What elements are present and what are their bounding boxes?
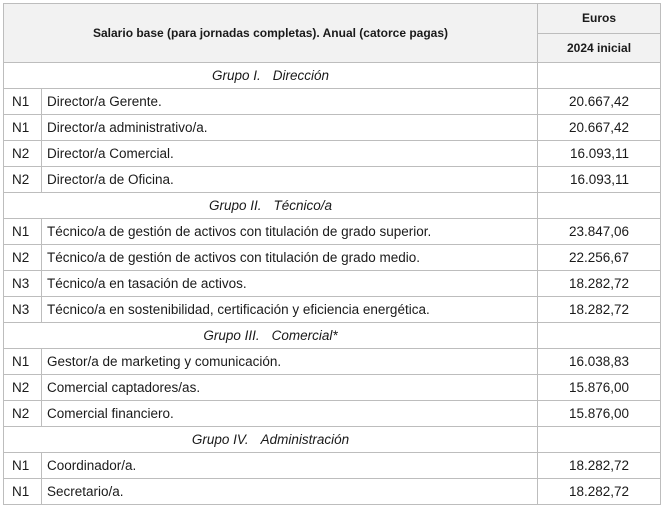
amount-cell: 23.847,06 <box>538 219 661 245</box>
table-row <box>4 115 661 141</box>
amount-cell: 20.667,42 <box>538 115 661 141</box>
group-row <box>4 427 661 453</box>
level-cell: N2 <box>4 375 42 401</box>
level-cell: N1 <box>4 479 42 505</box>
level-cell: N2 <box>4 245 42 271</box>
amount-cell: 18.282,72 <box>538 271 661 297</box>
group-area: Técnico/a <box>273 198 333 213</box>
table-row <box>4 297 661 323</box>
position-cell: Director/a Comercial. <box>42 141 538 167</box>
table-title: Salario base (para jornadas completas). Anual (catorce pagas) <box>4 4 538 63</box>
amount-cell: 18.282,72 <box>538 453 661 479</box>
group-amount-empty-cell <box>538 193 661 219</box>
salary-table <box>3 3 661 505</box>
period-header: 2024 inicial <box>538 33 661 63</box>
position-cell: Secretario/a. <box>42 479 538 505</box>
level-cell: N1 <box>4 349 42 375</box>
group-title <box>4 427 538 453</box>
group-row <box>4 193 661 219</box>
amount-cell: 16.093,11 <box>538 141 661 167</box>
table-row <box>4 349 661 375</box>
group-area: Comercial* <box>271 328 338 343</box>
table-row <box>4 89 661 115</box>
level-cell: N1 <box>4 219 42 245</box>
position-cell: Técnico/a de gestión de activos con titulación de grado medio. <box>42 245 538 271</box>
group-name: Grupo III. <box>203 328 260 343</box>
group-name: Grupo I. <box>211 68 261 83</box>
group-row <box>4 63 661 89</box>
level-cell: N1 <box>4 89 42 115</box>
unit-header: Euros <box>538 4 661 34</box>
level-cell: N1 <box>4 453 42 479</box>
level-cell: N2 <box>4 141 42 167</box>
group-title <box>4 193 538 219</box>
table-row <box>4 219 661 245</box>
amount-cell: 15.876,00 <box>538 375 661 401</box>
group-name: Grupo IV. <box>191 432 249 447</box>
table-row <box>4 141 661 167</box>
position-cell: Técnico/a en sostenibilidad, certificación y eficiencia energética. <box>42 297 538 323</box>
table-row <box>4 245 661 271</box>
table-body <box>4 63 661 505</box>
level-cell: N3 <box>4 297 42 323</box>
amount-cell: 15.876,00 <box>538 401 661 427</box>
amount-cell: 18.282,72 <box>538 479 661 505</box>
level-cell: N2 <box>4 401 42 427</box>
table-row <box>4 401 661 427</box>
position-cell: Técnico/a de gestión de activos con titulación de grado superior. <box>42 219 538 245</box>
table-row <box>4 271 661 297</box>
position-cell: Comercial financiero. <box>42 401 538 427</box>
position-cell: Coordinador/a. <box>42 453 538 479</box>
group-title <box>4 63 538 89</box>
group-area: Administración <box>260 432 350 447</box>
amount-cell: 22.256,67 <box>538 245 661 271</box>
table-row <box>4 453 661 479</box>
position-cell: Gestor/a de marketing y comunicación. <box>42 349 538 375</box>
position-cell: Técnico/a en tasación de activos. <box>42 271 538 297</box>
amount-cell: 18.282,72 <box>538 297 661 323</box>
amount-cell: 20.667,42 <box>538 89 661 115</box>
group-area: Dirección <box>272 68 330 83</box>
group-amount-empty-cell <box>538 323 661 349</box>
group-title <box>4 323 538 349</box>
group-name: Grupo II. <box>208 198 262 213</box>
amount-cell: 16.093,11 <box>538 167 661 193</box>
table-row <box>4 479 661 505</box>
position-cell: Director/a Gerente. <box>42 89 538 115</box>
group-row <box>4 323 661 349</box>
group-amount-empty-cell <box>538 63 661 89</box>
position-cell: Director/a administrativo/a. <box>42 115 538 141</box>
table-row <box>4 375 661 401</box>
level-cell: N3 <box>4 271 42 297</box>
table-row <box>4 167 661 193</box>
amount-cell: 16.038,83 <box>538 349 661 375</box>
position-cell: Comercial captadores/as. <box>42 375 538 401</box>
level-cell: N1 <box>4 115 42 141</box>
level-cell: N2 <box>4 167 42 193</box>
group-amount-empty-cell <box>538 427 661 453</box>
position-cell: Director/a de Oficina. <box>42 167 538 193</box>
